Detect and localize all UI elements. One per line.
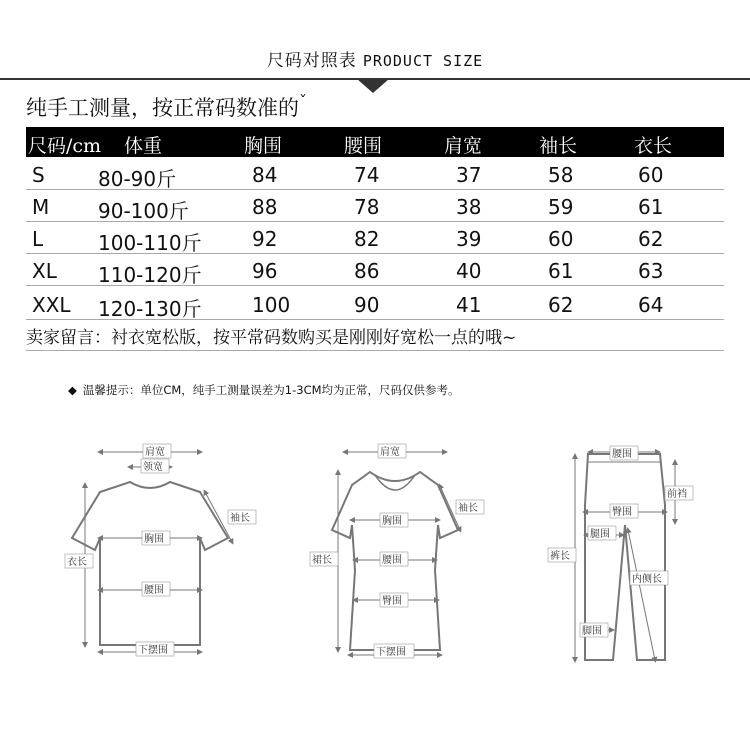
cell-size: L bbox=[32, 227, 44, 251]
label-hem: 下摆围 bbox=[376, 647, 406, 658]
label-shoulder: 肩宽 bbox=[145, 447, 165, 458]
label-length: 裤长 bbox=[550, 551, 570, 562]
col-size: 尺码/cm bbox=[28, 135, 102, 157]
label-waist: 腰围 bbox=[382, 555, 402, 566]
cell-chest: 96 bbox=[252, 259, 278, 283]
cell-size: S bbox=[32, 163, 45, 187]
cell-weight: 110-120斤 bbox=[98, 263, 202, 287]
table-row bbox=[26, 254, 724, 286]
cell-sleeve: 62 bbox=[548, 293, 574, 317]
cell-length: 61 bbox=[638, 195, 664, 219]
col-sleeve: 袖长 bbox=[539, 135, 578, 157]
label-shoulder: 肩宽 bbox=[380, 447, 400, 458]
cell-waist: 82 bbox=[354, 227, 380, 251]
label-thigh: 腿围 bbox=[590, 529, 610, 540]
label-inseam: 内侧长 bbox=[632, 574, 662, 585]
cell-size: XL bbox=[32, 259, 57, 283]
cell-shoulder: 39 bbox=[456, 227, 482, 251]
label-sleeve: 袖长 bbox=[458, 503, 478, 514]
table-row bbox=[26, 286, 724, 320]
seller-note: 卖家留言：衬衣宽松版，按平常码数购买是刚刚好宽松一点的哦~ bbox=[26, 328, 517, 348]
col-chest: 胸围 bbox=[244, 135, 283, 157]
cell-weight: 80-90斤 bbox=[98, 167, 177, 191]
pants-diagram bbox=[548, 446, 693, 660]
diamond-icon: ◆ bbox=[68, 383, 77, 397]
label-hip: 臀围 bbox=[382, 596, 402, 607]
label-chest: 胸围 bbox=[382, 516, 402, 527]
diagrams bbox=[0, 430, 750, 730]
label-length: 衣长 bbox=[67, 557, 87, 568]
label-neck: 领宽 bbox=[143, 462, 163, 473]
cell-length: 63 bbox=[638, 259, 664, 283]
cell-chest: 88 bbox=[252, 195, 278, 219]
cell-weight: 100-110斤 bbox=[98, 231, 202, 255]
cell-sleeve: 60 bbox=[548, 227, 574, 251]
label-leg-opening: 脚围 bbox=[582, 626, 602, 637]
label-hip: 臀围 bbox=[612, 507, 632, 518]
cell-waist: 90 bbox=[354, 293, 380, 317]
dress-diagram bbox=[310, 444, 484, 658]
label-chest: 胸围 bbox=[144, 534, 164, 545]
note-divider bbox=[26, 350, 724, 351]
tip bbox=[68, 382, 460, 398]
cell-waist: 86 bbox=[354, 259, 380, 283]
label-length: 裙长 bbox=[312, 555, 332, 566]
table-row bbox=[26, 222, 724, 254]
title-en: PRODUCT SIZE bbox=[362, 52, 484, 70]
label-hem: 下摆围 bbox=[138, 645, 168, 656]
title-cn: 尺码对照表 bbox=[266, 51, 357, 71]
cell-shoulder: 40 bbox=[456, 259, 482, 283]
title-notch-icon bbox=[357, 79, 389, 93]
cell-sleeve: 61 bbox=[548, 259, 574, 283]
cell-weight: 90-100斤 bbox=[98, 199, 189, 223]
page-title bbox=[0, 46, 750, 71]
label-rise: 前裆 bbox=[667, 489, 687, 500]
cell-shoulder: 38 bbox=[456, 195, 482, 219]
cell-length: 64 bbox=[638, 293, 664, 317]
tshirt-diagram bbox=[65, 444, 256, 656]
subtitle-text: 纯手工测量，按正常码数准的 bbox=[26, 96, 299, 120]
label-waist: 腰围 bbox=[612, 449, 632, 460]
tip-text: 温馨提示：单位CM，纯手工测量误差为1-3CM均为正常，尺码仅供参考。 bbox=[82, 383, 460, 397]
table-header bbox=[26, 127, 724, 157]
cell-size: M bbox=[32, 195, 50, 219]
col-length: 衣长 bbox=[634, 135, 673, 157]
tshirt-outline-icon bbox=[72, 482, 228, 645]
cell-shoulder: 37 bbox=[456, 163, 482, 187]
cell-waist: 74 bbox=[354, 163, 380, 187]
cell-weight: 120-130斤 bbox=[98, 297, 202, 321]
col-waist: 腰围 bbox=[344, 135, 383, 157]
cell-size: XXL bbox=[32, 293, 71, 317]
label-sleeve: 袖长 bbox=[230, 513, 250, 524]
table-row bbox=[26, 158, 724, 190]
label-waist: 腰围 bbox=[144, 585, 164, 596]
col-weight: 体重 bbox=[124, 135, 163, 157]
cell-length: 60 bbox=[638, 163, 664, 187]
cell-waist: 78 bbox=[354, 195, 380, 219]
cell-shoulder: 41 bbox=[456, 293, 482, 317]
cell-length: 62 bbox=[638, 227, 664, 251]
subtitle bbox=[26, 92, 307, 122]
cell-chest: 100 bbox=[252, 293, 291, 317]
cell-chest: 84 bbox=[252, 163, 278, 187]
subtitle-mark: ˇ bbox=[299, 92, 307, 111]
cell-chest: 92 bbox=[252, 227, 278, 251]
cell-sleeve: 59 bbox=[548, 195, 574, 219]
cell-sleeve: 58 bbox=[548, 163, 574, 187]
table-row bbox=[26, 190, 724, 222]
col-shoulder: 肩宽 bbox=[444, 135, 483, 157]
